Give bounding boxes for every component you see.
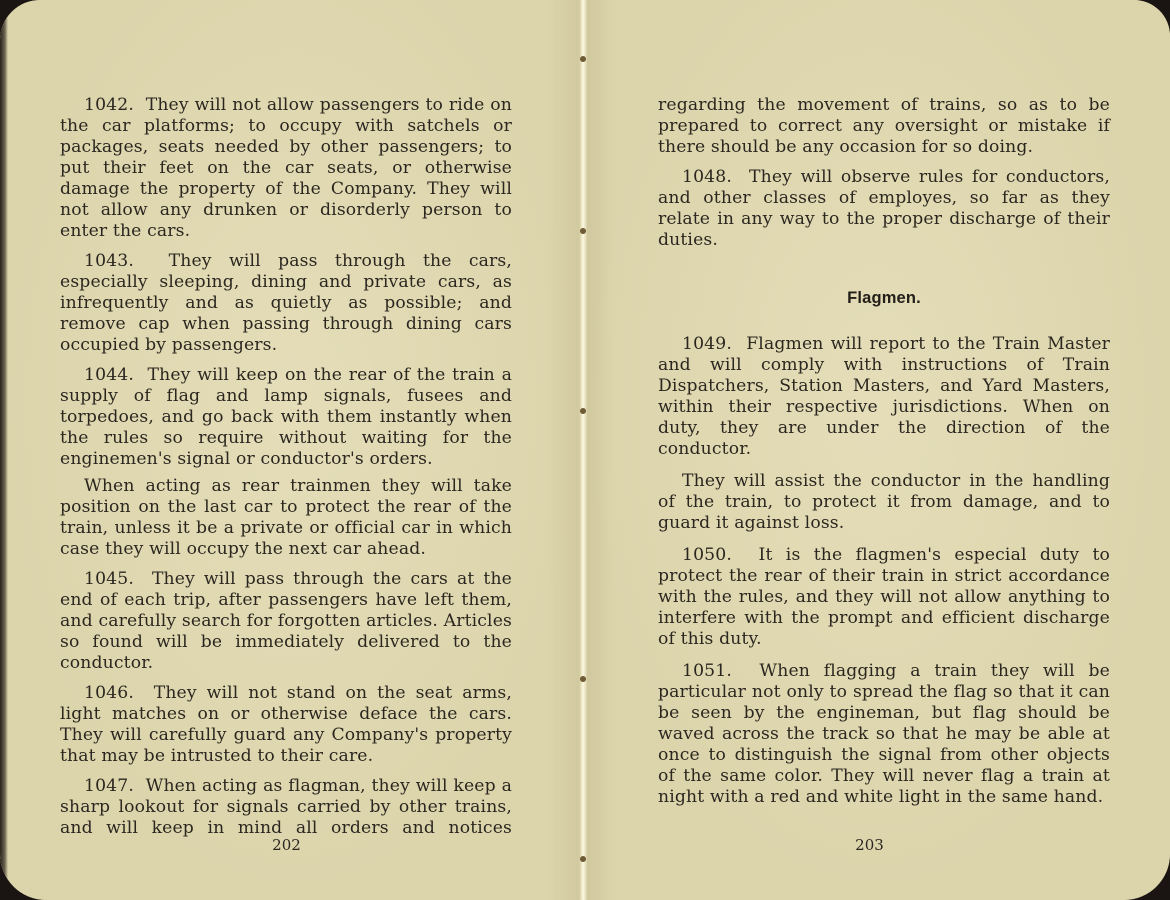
rule-number: 1043. bbox=[84, 251, 134, 271]
rule-1047-continued bbox=[658, 95, 1110, 158]
rule-1045 bbox=[60, 569, 512, 674]
section-flagmen bbox=[658, 288, 1110, 309]
rule-1043 bbox=[60, 251, 512, 356]
rule-text: regarding the movement of trains, so as to be prepared to correct any oversight or mistake if there should be any occasion for so doing. bbox=[658, 95, 1110, 157]
rule-1047 bbox=[60, 776, 512, 839]
flagmen-body bbox=[658, 334, 1110, 817]
book-gutter bbox=[579, 0, 587, 900]
section-heading: Flagmen. bbox=[847, 289, 921, 307]
rule-text: Flagmen will report to the Train Master and will comply with instructions of Train Dispatchers, Station Masters, and Yard Masters, within their respective jurisdictions. When on duty, they are under the direction of the conductor. bbox=[658, 334, 1111, 459]
rule-1051 bbox=[658, 661, 1110, 808]
page-number: 202 bbox=[272, 836, 301, 854]
rule-text: They will not stand on the seat arms, light matches on or otherwise deface the cars. They will carefully guard any Company's property that may be intrusted to their care. bbox=[60, 683, 512, 766]
rule-1046 bbox=[60, 683, 512, 767]
binding-stitch bbox=[580, 228, 586, 234]
rule-text: They will pass through the cars, especially sleeping, dining and private cars, as infrequently and as quietly as possible; and remove cap when passing through dining cars occupied by passengers. bbox=[60, 251, 513, 355]
rule-number: 1047. bbox=[84, 776, 134, 796]
rule-text: They will observe rules for conductors, and other classes of employes, so far as they relate in any way to the proper discharge of their duties. bbox=[658, 167, 1111, 250]
rule-number: 1042. bbox=[84, 95, 134, 115]
rule-1048 bbox=[658, 167, 1110, 251]
binding-stitch bbox=[580, 676, 586, 682]
binding-stitch bbox=[580, 408, 586, 414]
right-page-body bbox=[658, 95, 1110, 260]
rule-text: They will pass through the cars at the end of each trip, after passengers have left them, and carefully search for forgotten articles. Articles so found will be immediately delivered to the conductor. bbox=[60, 569, 512, 673]
left-page-body bbox=[60, 95, 512, 848]
rule-1049-continued bbox=[658, 471, 1110, 534]
rule-1042 bbox=[60, 95, 512, 242]
rule-number: 1050. bbox=[682, 545, 732, 565]
rule-text: They will not allow passengers to ride on the car platforms; to occupy with satchels or packages, seats needed by other passengers; to put their feet on the car seats, or otherwise damage the property of the Company. They will not allow any drunken or disorderly person to enter the cars. bbox=[60, 95, 512, 241]
book-edge bbox=[0, 0, 8, 900]
rule-text: When flagging a train they will be particular not only to spread the flag so that it can be seen by the engineman, but flag should be waved across the track so that he may be able at once to distinguish the signal from other objects of the same color. They will never flag a train at night with a red and white light in the same hand. bbox=[658, 661, 1110, 807]
rule-number: 1046. bbox=[84, 683, 134, 703]
binding-stitch bbox=[580, 856, 586, 862]
rule-1044 bbox=[60, 365, 512, 470]
rule-text: When acting as rear trainmen they will take position on the last car to protect the rear of the train, unless it be a private or official car in which case they will occupy the next car ahead. bbox=[60, 476, 512, 559]
right-page bbox=[585, 0, 1170, 900]
rule-1049 bbox=[658, 334, 1110, 460]
rule-number: 1044. bbox=[84, 365, 134, 385]
rule-text: It is the flagmen's especial duty to protect the rear of their train in strict accordance with the rules, and they will not allow anything to interfere with the prompt and efficient discharge of this duty. bbox=[658, 545, 1111, 649]
rule-1044-continued bbox=[60, 476, 512, 560]
rule-text: They will assist the conductor in the handling of the train, to protect it from damage, and to guard it against loss. bbox=[658, 471, 1110, 533]
rule-number: 1051. bbox=[682, 661, 732, 681]
rule-1050 bbox=[658, 545, 1110, 650]
rule-text: They will keep on the rear of the train a supply of flag and lamp signals, fusees and torpedoes, and go back with them instantly when the rules so require without waiting for the enginemen's signal or conductor's orders. bbox=[60, 365, 512, 469]
rule-number: 1049. bbox=[682, 334, 732, 354]
rule-text: When acting as flagman, they will keep a sharp lookout for signals carried by other trains, and will keep in mind all orders and notices bbox=[60, 776, 512, 838]
page-number: 203 bbox=[855, 836, 884, 854]
binding-stitch bbox=[580, 56, 586, 62]
rule-number: 1045. bbox=[84, 569, 134, 589]
rule-number: 1048. bbox=[682, 167, 732, 187]
